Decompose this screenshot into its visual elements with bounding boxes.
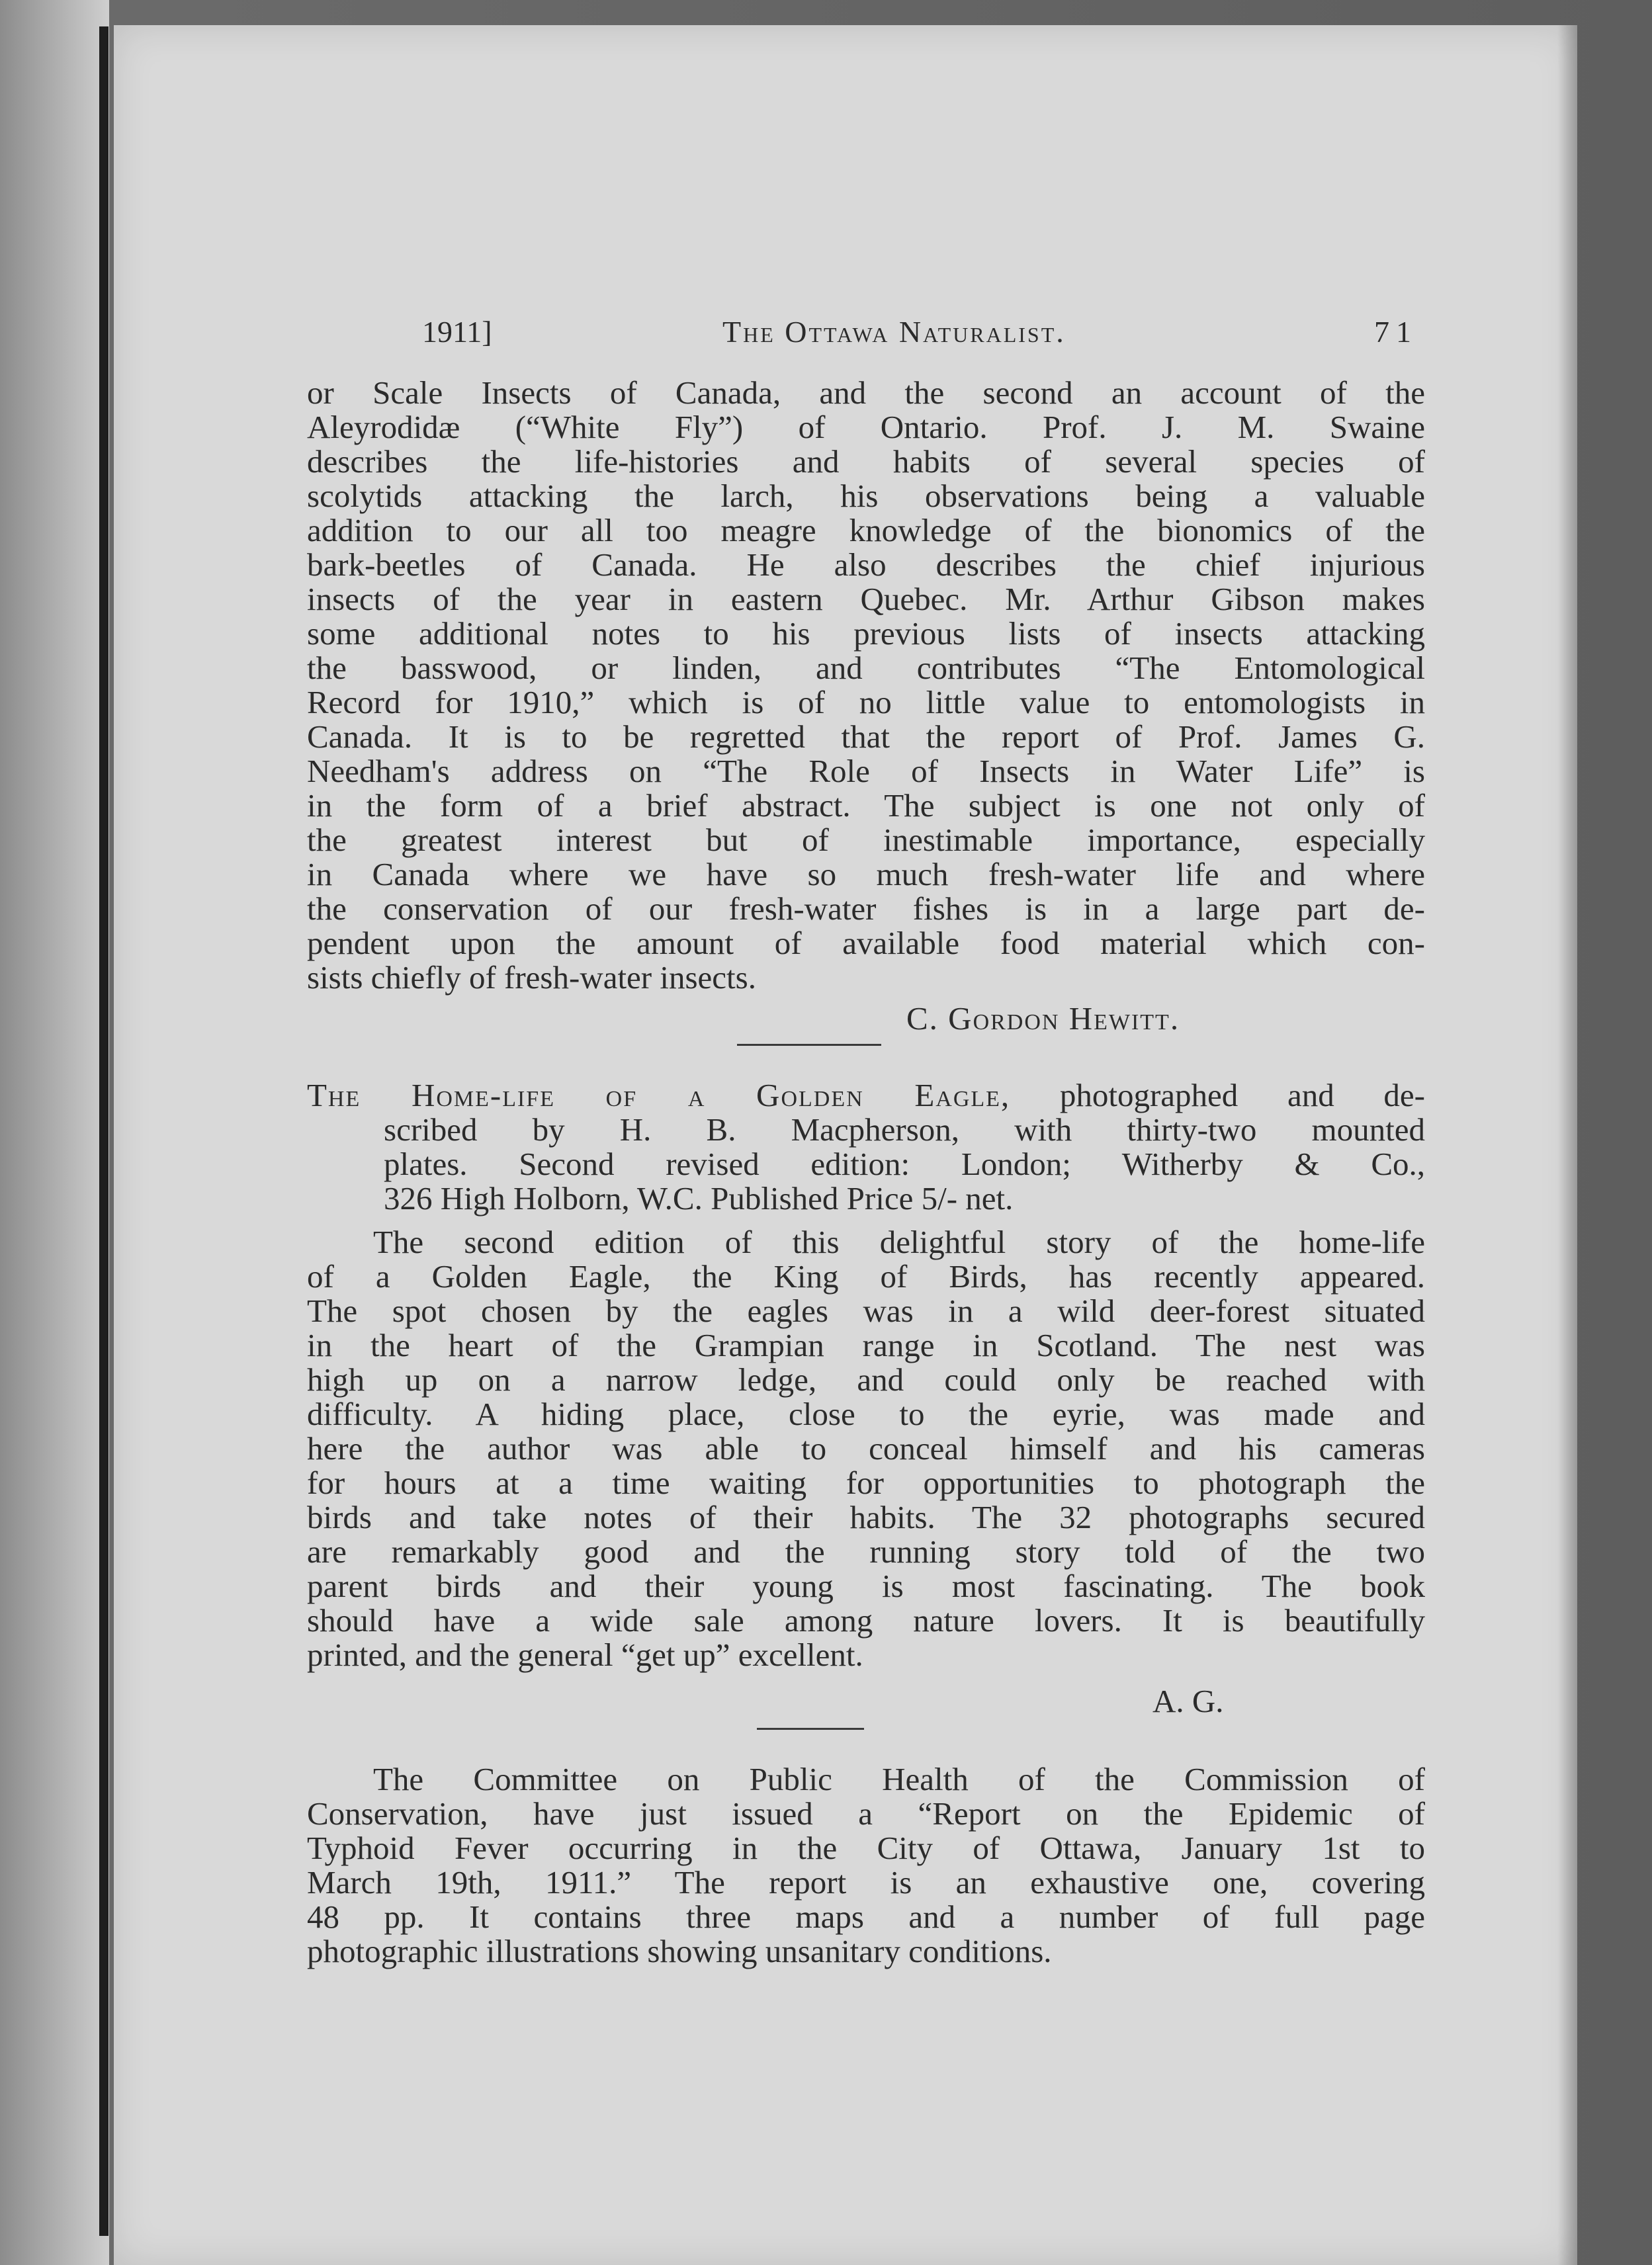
review2-line: here the author was able to conceal himself and his cameras	[307, 1430, 1425, 1467]
notice-line: Typhoid Fever occurring in the City of Ottawa, January 1st to	[307, 1830, 1425, 1866]
review2-line: for hours at a time waiting for opportunities to photograph the	[307, 1465, 1425, 1501]
review2-citation-line: The Home-life of a Golden Eagle, photographed and de-	[307, 1077, 1425, 1113]
review2-line: printed, and the general “get up” excellent.	[307, 1637, 863, 1673]
facing-page-edge	[0, 0, 109, 2265]
review1-line: sists chiefly of fresh-water insects.	[307, 959, 756, 996]
review2-citation-line: plates. Second revised edition: London; Witherby & Co.,	[384, 1146, 1425, 1182]
review2-line: are remarkably good and the running story told of the two	[307, 1533, 1425, 1570]
document-page	[114, 25, 1577, 2265]
review1-line: some additional notes to his previous lists of insects attacking	[307, 615, 1425, 652]
review1-line: Needham's address on “The Role of Insects in Water Life” is	[307, 753, 1425, 789]
header-year: 1911]	[422, 315, 492, 349]
review2-line: parent birds and their young is most fascinating. The book	[307, 1568, 1425, 1604]
notice-line: The Committee on Public Health of the Commission of	[373, 1761, 1425, 1797]
review2-line: of a Golden Eagle, the King of Birds, has recently appeared.	[307, 1258, 1425, 1295]
review2-line: difficulty. A hiding place, close to the eyrie, was made and	[307, 1396, 1425, 1432]
review1-line: pendent upon the amount of available food material which con-	[307, 925, 1425, 961]
review2-line: in the heart of the Grampian range in Scotland. The nest was	[307, 1327, 1425, 1363]
review2-line: The spot chosen by the eagles was in a wild deer-forest situated	[307, 1293, 1425, 1329]
review2-signature: A. G.	[1152, 1683, 1224, 1719]
section-divider	[737, 1044, 881, 1046]
review1-line: scolytids attacking the larch, his observations being a valuable	[307, 478, 1425, 514]
notice-line: 48 pp. It contains three maps and a number of full page	[307, 1899, 1425, 1935]
binding-shadow	[99, 26, 109, 2236]
review2-citation-line: 326 High Holborn, W.C. Published Price 5/- net.	[384, 1180, 1014, 1217]
section-divider	[757, 1728, 864, 1730]
notice-line: March 19th, 1911.” The report is an exhaustive one, covering	[307, 1864, 1425, 1901]
review1-signature: C. Gordon Hewitt.	[906, 1000, 1180, 1037]
book-title: The Home-life of a Golden Eagle,	[307, 1077, 1011, 1113]
review1-line: insects of the year in eastern Quebec. Mr. Arthur Gibson makes	[307, 581, 1425, 617]
review1-line: bark-beetles of Canada. He also describes the chief injurious	[307, 546, 1425, 583]
review1-line: the greatest interest but of inestimable importance, especially	[307, 822, 1425, 858]
review1-line: the conservation of our fresh-water fishes is in a large part de-	[307, 890, 1425, 927]
review2-line: high up on a narrow ledge, and could only be reached with	[307, 1361, 1425, 1398]
review1-line: addition to our all too meagre knowledge of the bionomics of the	[307, 512, 1425, 548]
review1-line: the basswood, or linden, and contributes “The Entomological	[307, 650, 1425, 686]
review1-line: Canada. It is to be regretted that the report of Prof. James G.	[307, 718, 1425, 755]
review1-line: Aleyrodidæ (“White Fly”) of Ontario. Prof. J. M. Swaine	[307, 409, 1425, 445]
review1-line: Record for 1910,” which is of no little value to entomologists in	[307, 684, 1425, 720]
review1-line: in the form of a brief abstract. The subject is one not only of	[307, 787, 1425, 824]
review2-citation-line: scribed by H. B. Macpherson, with thirty-two mounted	[384, 1111, 1425, 1148]
page-edge-shadow	[1557, 25, 1577, 2265]
review2-line: birds and take notes of their habits. The 32 photographs secured	[307, 1499, 1425, 1535]
review1-line: describes the life-histories and habits of several species of	[307, 443, 1425, 480]
header-page-number: 71	[1374, 315, 1418, 349]
header-journal-title: The Ottawa Naturalist.	[722, 315, 1066, 349]
review2-line: should have a wide sale among nature lovers. It is beautifully	[307, 1602, 1425, 1639]
notice-line: photographic illustrations showing unsanitary conditions.	[307, 1933, 1052, 1969]
review1-line: or Scale Insects of Canada, and the second an account of the	[307, 374, 1425, 411]
notice-line: Conservation, have just issued a “Report on the Epidemic of	[307, 1795, 1425, 1832]
review2-line: The second edition of this delightful story of the home-life	[373, 1224, 1425, 1260]
review1-line: in Canada where we have so much fresh-water life and where	[307, 856, 1425, 892]
